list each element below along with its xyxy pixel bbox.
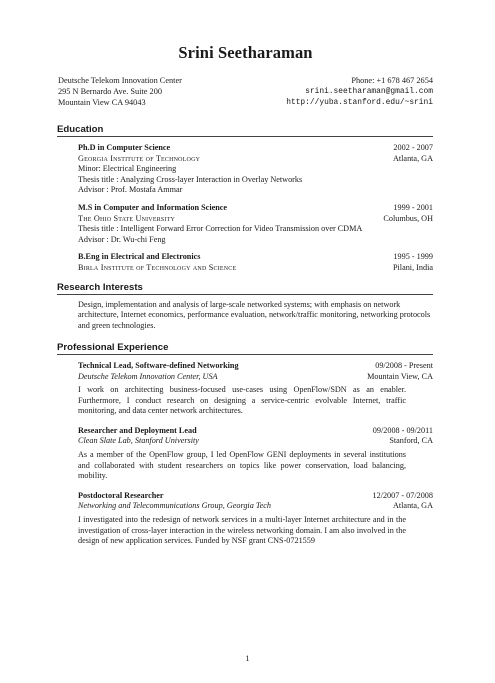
job-entry — [78, 361, 433, 417]
education-entry-header — [78, 143, 433, 154]
contact-org: Deutsche Telekom Innovation Center — [58, 76, 182, 85]
school-location: Columbus, OH — [383, 213, 433, 223]
job-title: Postdoctoral Researcher — [78, 490, 164, 500]
school-name: Georgia Institute of Technology — [78, 153, 201, 163]
experience-heading: Professional Experience — [57, 342, 433, 355]
contact-address: 295 N Bernardo Ave. Suite 200 — [58, 87, 163, 96]
degree-years: 2002 - 2007 — [393, 143, 433, 152]
job-dates: 09/2008 - Present — [375, 360, 433, 370]
experience-list — [58, 361, 433, 547]
job-location: Stanford, CA — [389, 436, 433, 446]
job-header — [78, 361, 433, 372]
job-entry — [78, 426, 433, 482]
job-header — [78, 426, 433, 437]
education-entry-school — [78, 263, 433, 274]
education-entry-header — [78, 203, 433, 214]
school-location: Atlanta, GA — [392, 153, 433, 163]
degree-title: M.S in Computer and Information Science — [78, 202, 228, 212]
education-entry-header — [78, 252, 433, 263]
job-org: Networking and Telecommunications Group, Georgia Tech — [78, 501, 272, 511]
job-org: Deutsche Telekom Innovation Center, USA — [78, 371, 218, 381]
education-detail: Advisor : Dr. Wu-chi Feng — [78, 234, 166, 244]
cv-name: Srini Seetharaman — [178, 43, 313, 62]
job-description: As a member of the OpenFlow group, I led OpenFlow GENI deployments in several institutions and collaborated with student researchers on topics like power conservation, load balancing, mobility. — [78, 450, 406, 481]
job-location: Atlanta, GA — [392, 501, 433, 511]
page-number: 1 — [245, 654, 250, 663]
contact-city: Mountain View CA 94043 — [58, 98, 146, 107]
contact-email[interactable]: srini.seetharaman@gmail.com — [305, 87, 433, 96]
degree-title: Ph.D in Computer Science — [78, 143, 171, 152]
job-description: I investigated into the redesign of network services in a multi-layer Internet architecture and in the investigation of cross-layer interaction in the wireless networking domain. I am also involved in the design of new application services. Funded by NSF grant CNS-0721559 — [78, 515, 406, 546]
job-org-row — [78, 436, 433, 447]
education-detail: Advisor : Prof. Mostafa Ammar — [78, 185, 183, 195]
school-location: Pilani, India — [392, 262, 433, 272]
job-description: I work on architecting business-focused use-cases using OpenFlow/SDN as an enabler. Furthermore, I conduct research on designing a service-centric evolvable Internet, traffic monitoring, and data center network architectures. — [78, 385, 406, 416]
degree-years: 1999 - 2001 — [393, 202, 433, 212]
job-title: Researcher and Deployment Lead — [78, 425, 197, 435]
education-entry-school — [78, 214, 433, 225]
education-entry — [78, 252, 433, 273]
job-header — [78, 491, 433, 502]
contact-row-3 — [58, 97, 433, 108]
cv-page — [0, 43, 495, 683]
degree-title: B.Eng in Electrical and Electronics — [78, 252, 201, 262]
education-detail: Thesis title : Intelligent Forward Error Correction for Video Transmission over CDMA — [78, 224, 363, 234]
job-org-row — [78, 372, 433, 383]
education-entry — [78, 203, 433, 245]
job-dates: 12/2007 - 07/2008 — [372, 490, 433, 500]
education-entry-school — [78, 154, 433, 165]
job-org-row — [78, 501, 433, 512]
job-entry — [78, 491, 433, 547]
education-detail: Thesis title : Analyzing Cross-layer Interaction in Overlay Networks — [78, 174, 303, 184]
education-entry — [78, 143, 433, 196]
contact-row-2 — [58, 86, 433, 97]
job-location: Mountain View, CA — [367, 371, 433, 381]
job-org: Clean Slate Lab, Stanford University — [78, 436, 199, 446]
education-detail: Minor: Electrical Engineering — [78, 164, 177, 174]
contact-url[interactable]: http://yuba.stanford.edu/~srini — [286, 98, 433, 107]
job-title: Technical Lead, Software-defined Networking — [78, 360, 239, 370]
contact-row-1 — [58, 75, 433, 86]
research-text: Design, implementation and analysis of large-scale networked systems; with emphasis on network architecture, Internet economics, performance evaluation, network/traffic monitoring, networking protocols and green technologies. — [78, 299, 431, 331]
education-heading: Education — [57, 124, 433, 137]
education-list — [58, 143, 433, 274]
job-dates: 09/2008 - 09/2011 — [372, 425, 433, 435]
school-name: Birla Institute of Technology and Science — [78, 262, 237, 272]
contact-block — [58, 75, 433, 108]
school-name: The Ohio State University — [78, 213, 176, 223]
degree-years: 1995 - 1999 — [393, 252, 433, 262]
contact-phone: Phone: +1 678 467 2654 — [351, 76, 433, 85]
research-heading: Research Interests — [57, 282, 433, 295]
